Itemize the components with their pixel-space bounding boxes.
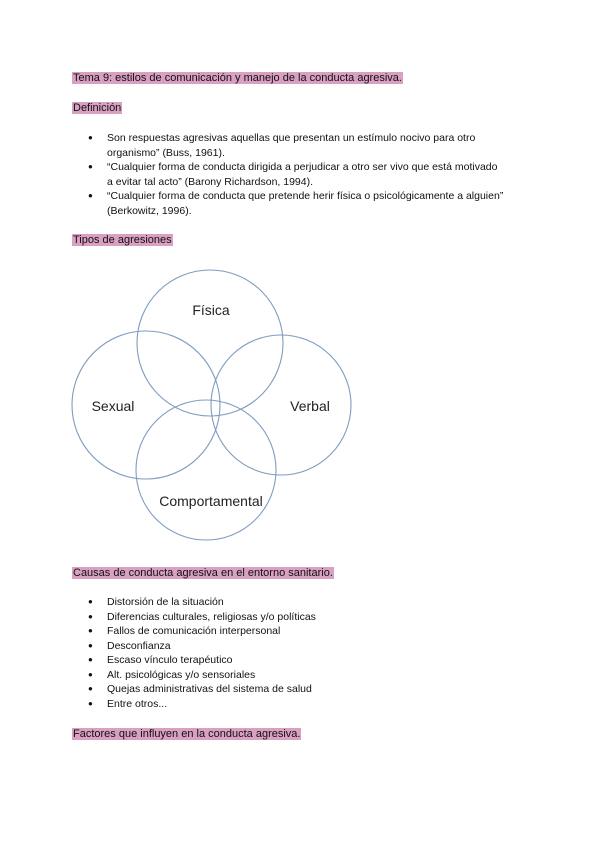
- label-verbal: Verbal: [290, 398, 330, 414]
- definicion-list: [72, 131, 503, 218]
- list-item: ● “Cualquier forma de conducta dirigida a perjudicar a otro ser vivo que está motivado a evitar tal acto” (Barony Richardson, 1994).: [72, 160, 503, 189]
- list-item: ● Desconfianza: [72, 639, 316, 654]
- list-item: ● Entre otros...: [72, 697, 316, 712]
- factores-heading: Factores que influyen en la conducta agresiva.: [73, 728, 301, 740]
- definicion-heading: Definición: [73, 102, 122, 114]
- list-item: ● Quejas administrativas del sistema de salud: [72, 682, 316, 697]
- causas-list: [72, 595, 316, 711]
- list-item: ● Son respuestas agresivas aquellas que presentan un estímulo nocivo para otro organismo” (Buss, 1961).: [72, 131, 503, 160]
- list-item: ● “Cualquier forma de conducta que pretende herir física o psicológicamente a alguien” (Berkowitz, 1996).: [72, 189, 503, 218]
- causas-heading: Causas de conducta agresiva en el entorno sanitario.: [73, 567, 333, 579]
- label-sexual: Sexual: [91, 398, 135, 414]
- venn-diagram: [60, 258, 360, 548]
- document-title: Tema 9: estilos de comunicación y manejo de la conducta agresiva.: [73, 72, 402, 84]
- label-comportamental: Comportamental: [159, 493, 263, 509]
- label-fisica: Física: [192, 302, 230, 318]
- tipos-heading: Tipos de agresiones: [73, 234, 172, 246]
- circle-fisica: [137, 270, 283, 416]
- list-item: ● Alt. psicológicas y/o sensoriales: [72, 668, 316, 683]
- list-item: ● Escaso vínculo terapéutico: [72, 653, 316, 668]
- list-item: ● Fallos de comunicación interpersonal: [72, 624, 316, 639]
- list-item: ● Diferencias culturales, religiosas y/o políticas: [72, 610, 316, 625]
- list-item: ● Distorsión de la situación: [72, 595, 316, 610]
